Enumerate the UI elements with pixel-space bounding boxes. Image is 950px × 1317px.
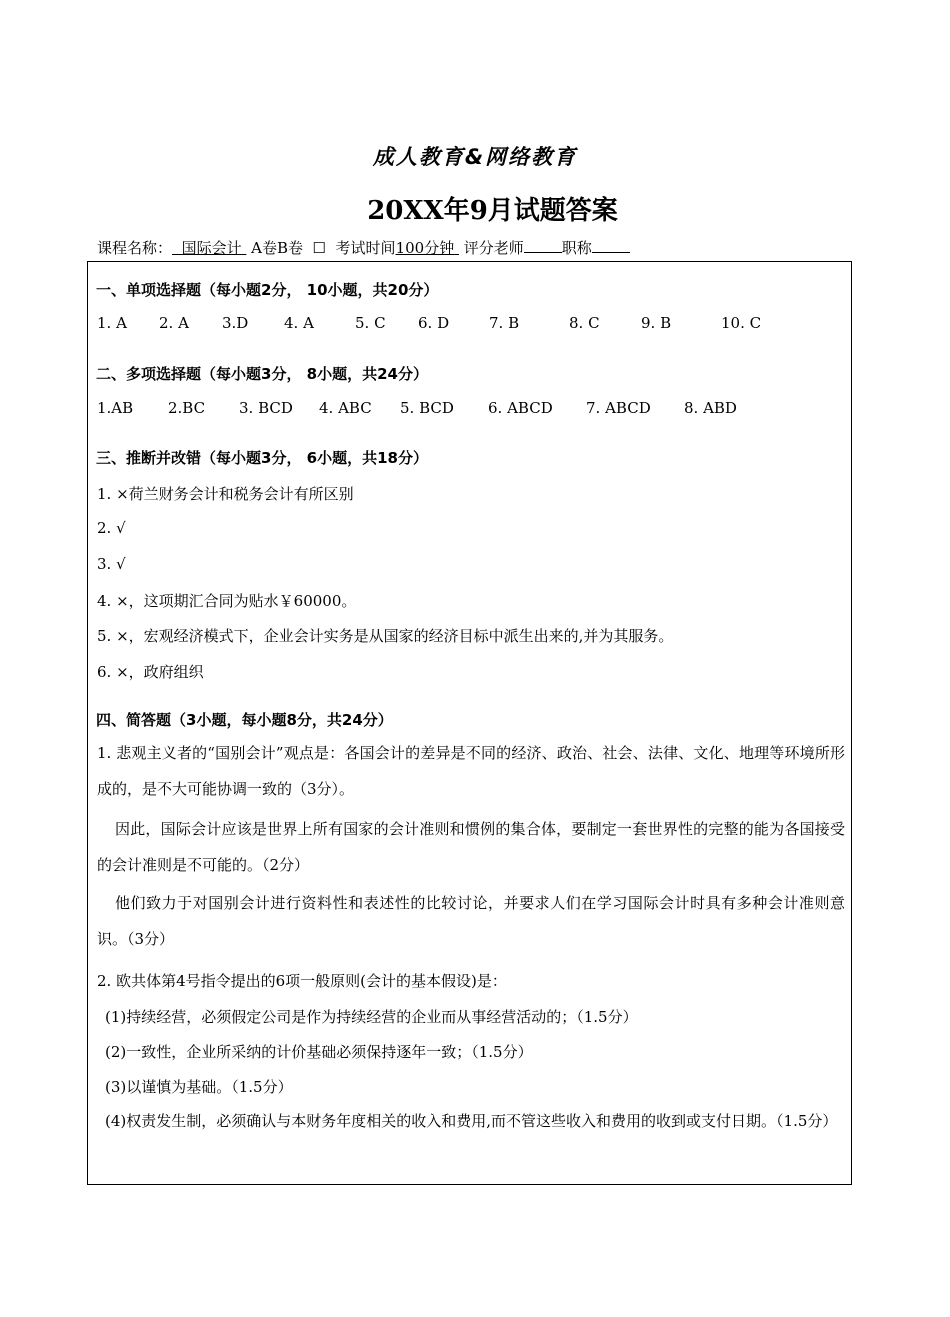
judgement-item: 5. ×，宏观经济模式下，企业会计实务是从国家的经济目标中派生出来的,并为其服务。: [97, 627, 674, 645]
time-value: 100分钟: [395, 239, 455, 257]
principle-item: (3)以谨慎为基础。（1.5分）: [105, 1078, 293, 1096]
section-3-heading: 三、推断并改错（每小题3分， 6小题，共18分）: [96, 449, 428, 467]
answer-item: 6. D: [418, 314, 450, 332]
principle-item: (2)一致性，企业所采纳的计价基础必须保持逐年一致；（1.5分）: [105, 1043, 533, 1061]
principle-item: (1)持续经营，必须假定公司是作为持续经营的企业而从事经营活动的；（1.5分）: [105, 1008, 638, 1026]
section-2-heading: 二、多项选择题（每小题3分， 8小题，共24分）: [96, 365, 428, 383]
course-label: 课程名称：: [97, 239, 173, 257]
section-1-heading: 一、单项选择题（每小题2分， 10小题，共20分）: [96, 281, 439, 299]
answer-item: 6. ABCD: [488, 399, 553, 417]
answer-item: 7. B: [489, 314, 520, 332]
rank-blank: [592, 238, 630, 253]
grader-label: 评分老师: [463, 239, 524, 257]
answer-item: 7. ABCD: [586, 399, 651, 417]
judgement-item: 3. √: [97, 555, 126, 573]
answer-item: 4. A: [284, 314, 314, 332]
answer-item: 3.D: [222, 314, 249, 332]
exam-title: 20XX年9月试题答案: [367, 196, 618, 226]
answer-item: 8. ABD: [684, 399, 737, 417]
institution-name: 成人教育&网络教育: [372, 145, 578, 169]
course-header: [97, 237, 630, 258]
time-label: 考试时间: [335, 239, 396, 257]
section-4-heading: 四、简答题（3小题，每小题8分，共24分）: [96, 711, 393, 729]
judgement-item: 4. ×，这项期汇合同为贴水￥60000。: [97, 592, 357, 610]
judgement-item: 2. √: [97, 519, 126, 537]
paper-type: A卷B卷: [251, 239, 303, 257]
answer-paragraph: 1. 悲观主义者的“国别会计”观点是：各国会计的差异是不同的经济、政治、社会、法律、文化、地理等环境所形成的，是不大可能协调一致的（3分）。: [97, 744, 845, 798]
answer-paragraph: 因此，国际会计应该是世界上所有国家的会计准则和惯例的集合体，要制定一套世界性的完整的能为各国接受的会计准则是不可能的。（2分）: [97, 820, 845, 874]
course-name: 国际会计: [181, 239, 242, 257]
rank-label: 职称: [561, 239, 592, 257]
judgement-item: 1. ×荷兰财务会计和税务会计有所区别: [97, 485, 354, 503]
judgement-item: 6. ×，政府组织: [97, 663, 204, 681]
answer-item: 9. B: [641, 314, 672, 332]
answer-item: 1. A: [97, 314, 127, 332]
answer-item: 2. A: [159, 314, 189, 332]
answer-paragraph: 他们致力于对国别会计进行资料性和表述性的比较讨论，并要求人们在学习国际会计时具有多种会计准则意识。（3分）: [97, 894, 845, 948]
answer-item: 10. C: [721, 314, 762, 332]
answer-item: 5. BCD: [400, 399, 454, 417]
answer-item: 1.AB: [97, 399, 134, 417]
answer-item: 5. C: [355, 314, 386, 332]
answer-item: 8. C: [569, 314, 600, 332]
grader-blank: [524, 238, 562, 253]
answer-item: 4. ABC: [319, 399, 372, 417]
principle-item: (4)权责发生制，必须确认与本财务年度相关的收入和费用,而不管这些收入和费用的收到或支付日期。（1.5分）: [105, 1112, 838, 1130]
answer-item: 3. BCD: [239, 399, 293, 417]
question-2-intro: 2. 欧共体第4号指令提出的6项一般原则(会计的基本假设)是：: [97, 972, 507, 990]
answer-item: 2.BC: [168, 399, 206, 417]
checkbox-icon: ☐: [312, 239, 326, 257]
